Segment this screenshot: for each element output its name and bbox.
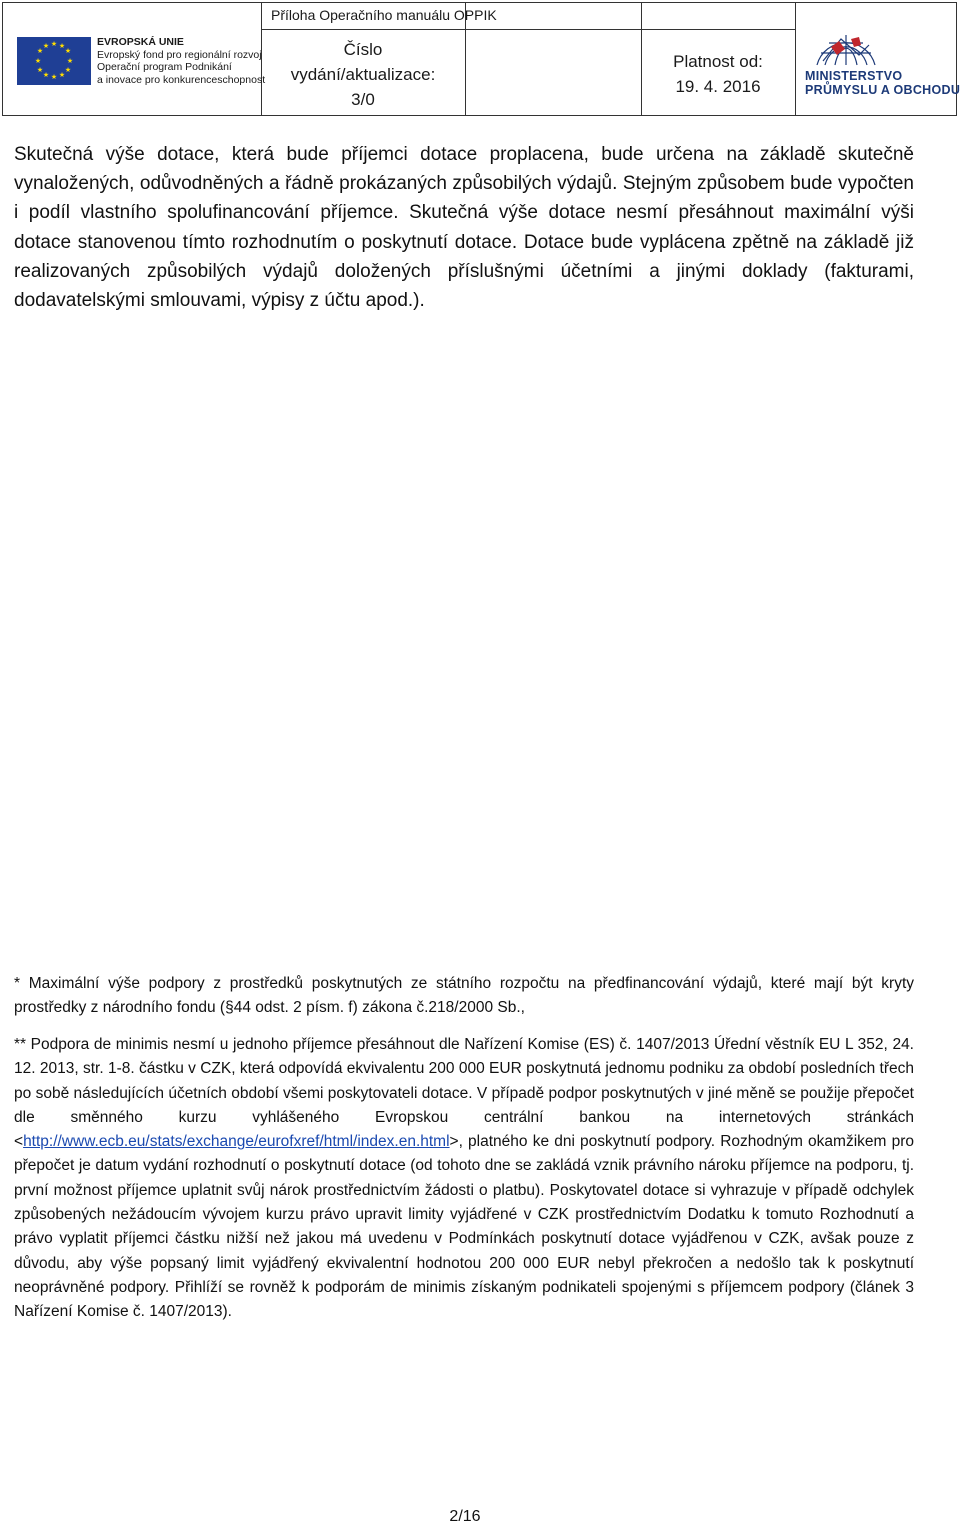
issue-value: 3/0 (351, 90, 375, 109)
svg-text:★: ★ (50, 73, 58, 81)
ecb-link[interactable]: http://www.ecb.eu/stats/exchange/eurofxref/html/index.en.html (23, 1133, 450, 1151)
ministry-logo (803, 25, 960, 105)
footnote-2 (14, 1033, 914, 1325)
svg-text:★: ★ (36, 47, 44, 55)
page-number: 2/16 (449, 1508, 481, 1525)
svg-text:★: ★ (64, 66, 72, 74)
svg-text:★: ★ (34, 57, 42, 65)
main-paragraph: Skutečná výše dotace, která bude příjemci dotace proplacena, bude určena na základě skutečně vynaložených, odůvodněných a řádně prokázaných způsobilých výdajů. Stejným způsobem bude vypočten i podíl vlastního spolufinancování příjemce. Skutečná výše dotace nesmí přesáhnout maximální výši dotace stanovenou tímto rozhodnutím o poskytnutí dotace. Dotace bude vyplácena zpětně na základě již realizovaných způsobilých výdajů doložených příslušnými účetními a jinými doklady (fakturami, dodavatelskými smlouvami, výpisy z účtu apod.). (14, 144, 914, 312)
eu-flag-icon (17, 37, 91, 85)
eu-logo-line: EVROPSKÁ UNIE (97, 36, 184, 48)
issue-label: vydání/aktualizace: (290, 65, 436, 84)
svg-text:★: ★ (58, 71, 66, 79)
issue-label: Číslo (343, 40, 383, 59)
header-divider (261, 29, 795, 30)
header-divider (795, 3, 796, 115)
footnote-1: * Maximální výše podpory z prostředků poskytnutých ze státního rozpočtu na předfinancování výdajů, které mají být kryty prostředky z národního fondu (§44 odst. 2 písm. f) zákona č.218/2000 Sb., (14, 975, 914, 1017)
validity-value: 19. 4. 2016 (675, 77, 761, 96)
eu-logo-text (97, 36, 265, 86)
ministry-logo-text (805, 69, 960, 97)
document-header (2, 2, 960, 116)
document-title: Příloha Operačního manuálu OPPIK (271, 7, 497, 23)
validity-cell (641, 49, 795, 99)
issue-cell (261, 37, 465, 112)
validity-label: Platnost od: (673, 52, 763, 71)
svg-text:★: ★ (36, 66, 44, 74)
footnote-2-text: >, platného ke dni poskytnutí podpory. Rozhodným okamžikem pro přepočet je datum vydání rozhodnutí o poskytnutí dotace (od tohoto dne se zakládá vznik právního nároku příjemce na podporu, tj. první možnost příjemce uplatnit svůj nárok prostřednictvím žádosti o platbu). Poskytovatel dotace si vyhrazuje v případě odchylek způsobených nežádoucím vývojem kurzu právo upravit limity vyjádřené v CZK prostřednictvím Dodatku k tomuto Rozhodnutí a právo vyplatit příjemci částku nižší než jakou má uvedenu v Podmínkách poskytnutí dotace vyjádřenou v CZK, avšak pouze z důvodu, aby výše popsaný limit vyjádřený ekvivalentní hodnotou 200 000 EUR nebyl překročen a nedošlo tak k poskytnutí neoprávněné podpory. Přihlíží se rovněž k podporám de minimis získaným podnikateli spojenými s příjemcem podpory (článek 3 Nařízení Komise č. 1407/2013). (14, 1133, 914, 1321)
svg-text:★: ★ (50, 40, 58, 48)
svg-text:★: ★ (58, 42, 66, 50)
footnote-2-text: ** Podpora de minimis nesmí u jednoho příjemce přesáhnout dle Nařízení Komise (ES) č. 1407/2013 Úřední věstník EU L 352, 24. 12. 2013, str. 1-8. částku v CZK, která odpovídá ekvivalentu 200 000 EUR poskytnutá jednomu podniku za období posledních třech po sobě následujících účetních období všemi poskytovateli dotace. V případě podpor poskytnutých v jiné měně se použije přepočet dle směnného kurzu vyhlášeného Evropskou centrální bankou na internetových stránkách < (14, 1036, 914, 1151)
svg-text:★: ★ (42, 42, 50, 50)
eu-logo-line: Evropský fond pro regionální rozvoj (97, 48, 262, 61)
eu-logo (17, 36, 266, 87)
ministry-logo-line: PRŮMYSLU A OBCHODU (805, 83, 960, 97)
ministry-logo-line: MINISTERSTVO (805, 69, 903, 83)
svg-text:★: ★ (66, 57, 74, 65)
eu-logo-line: a inovace pro konkurenceschopnost (97, 73, 266, 86)
svg-text:★: ★ (64, 47, 72, 55)
svg-text:★: ★ (42, 71, 50, 79)
globe-icon (811, 25, 881, 67)
eu-logo-line: Operační program Podnikání (97, 61, 232, 73)
